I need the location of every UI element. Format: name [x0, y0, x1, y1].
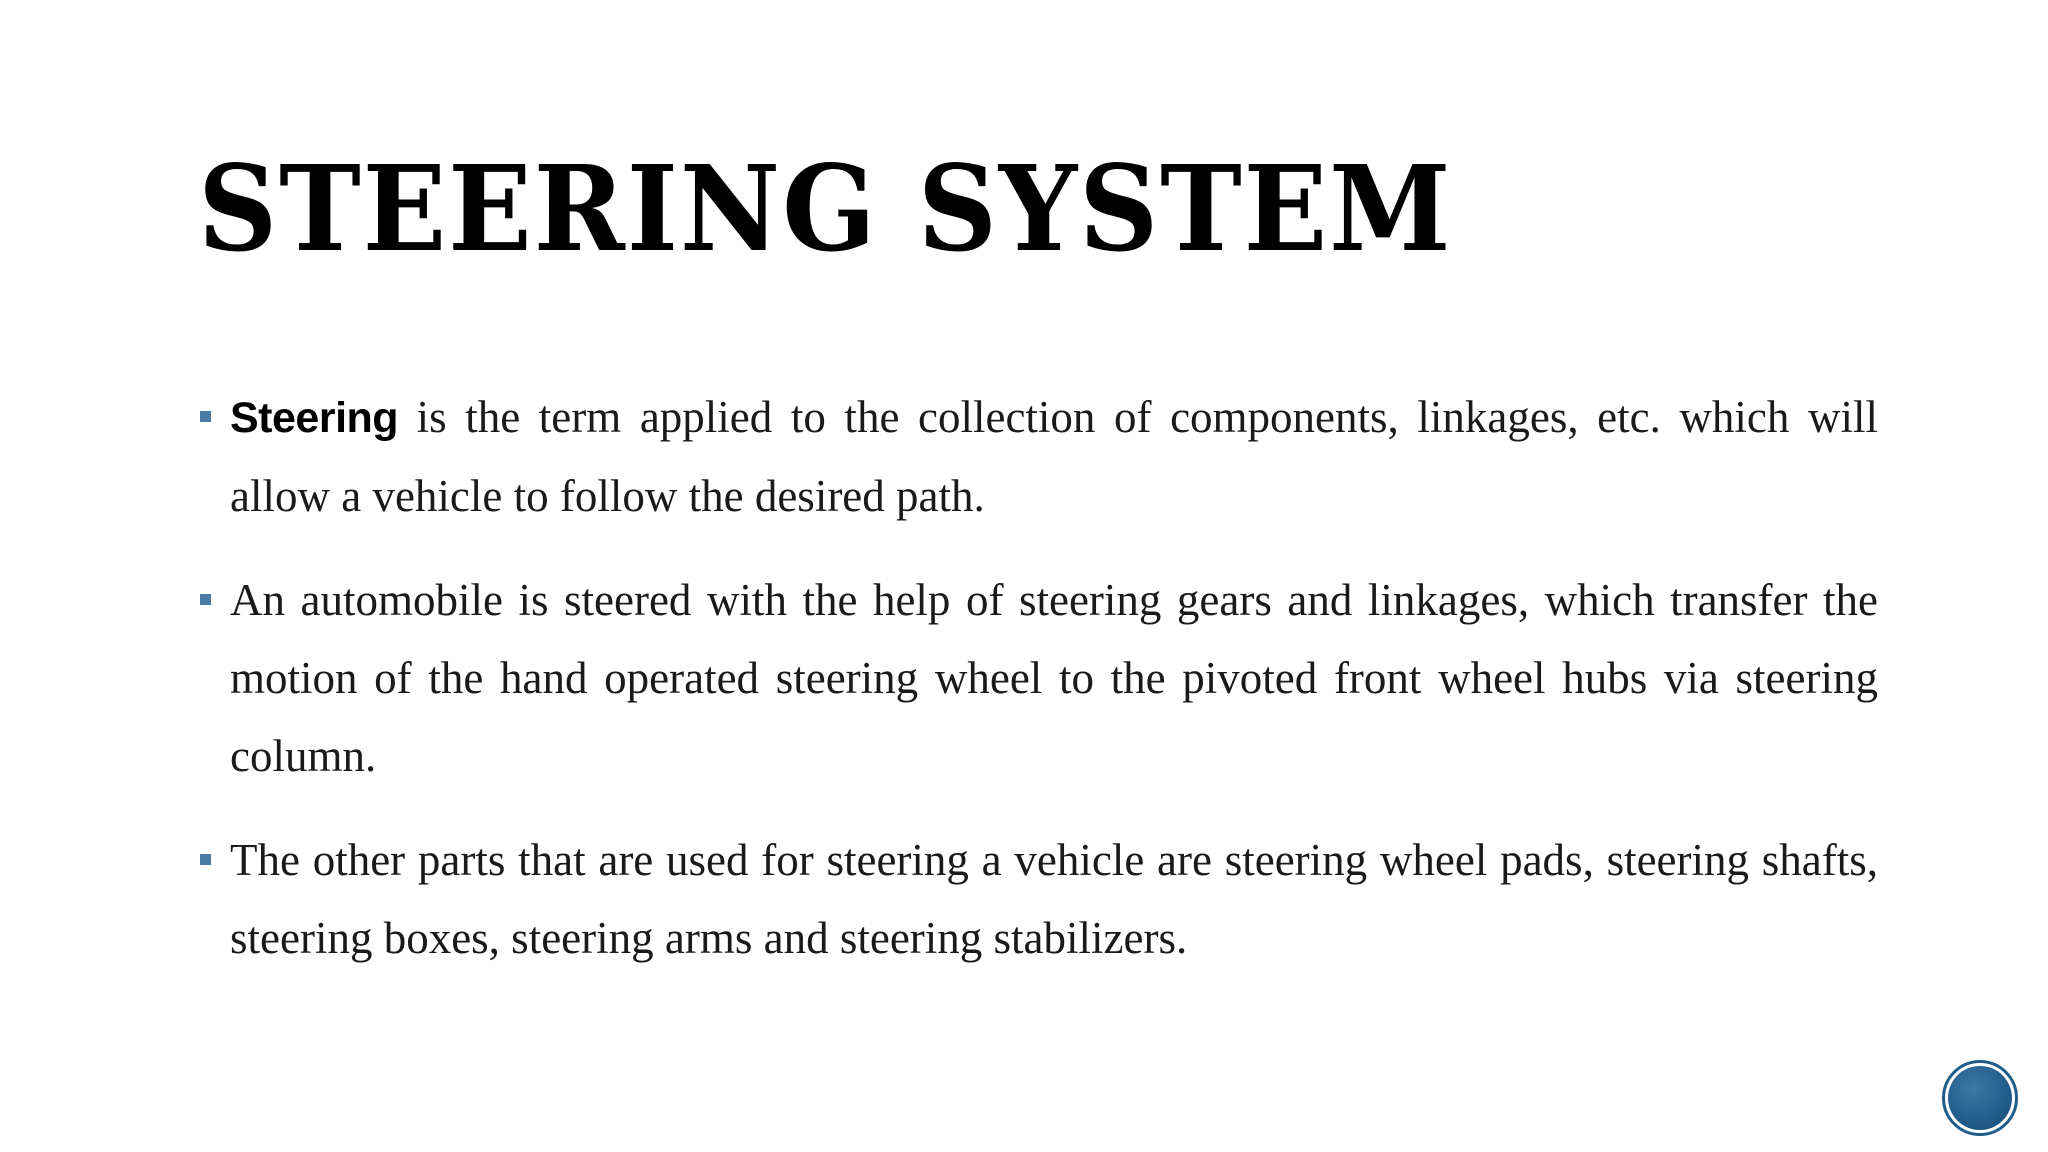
bullet-item-steering-mechanism [198, 561, 1878, 795]
slide-title: STEERING SYSTEM [198, 139, 1453, 278]
square-bullet-icon [200, 594, 211, 605]
square-bullet-icon [200, 411, 211, 422]
bullet-text: The other parts that are used for steering a vehicle are steering wheel pads, steering shafts, steering boxes, steering arms and steering stabilizers. [230, 835, 1878, 963]
badge-fill [1948, 1066, 2012, 1130]
bullet-list [198, 378, 1878, 1003]
square-bullet-icon [200, 854, 211, 865]
bullet-text: An automobile is steered with the help of steering gears and linkages, which transfer the motion of the hand operated steering wheel to the pivoted front wheel hubs via steering column. [230, 575, 1878, 781]
bullet-text: is the term applied to the collection of components, linkages, etc. which will allow a vehicle to follow the desired path. [230, 392, 1878, 521]
bullet-item-steering-definition [198, 378, 1878, 535]
circle-badge-icon [1942, 1060, 2018, 1136]
bullet-item-steering-parts [198, 821, 1878, 977]
bullet-term: Steering [230, 394, 399, 442]
